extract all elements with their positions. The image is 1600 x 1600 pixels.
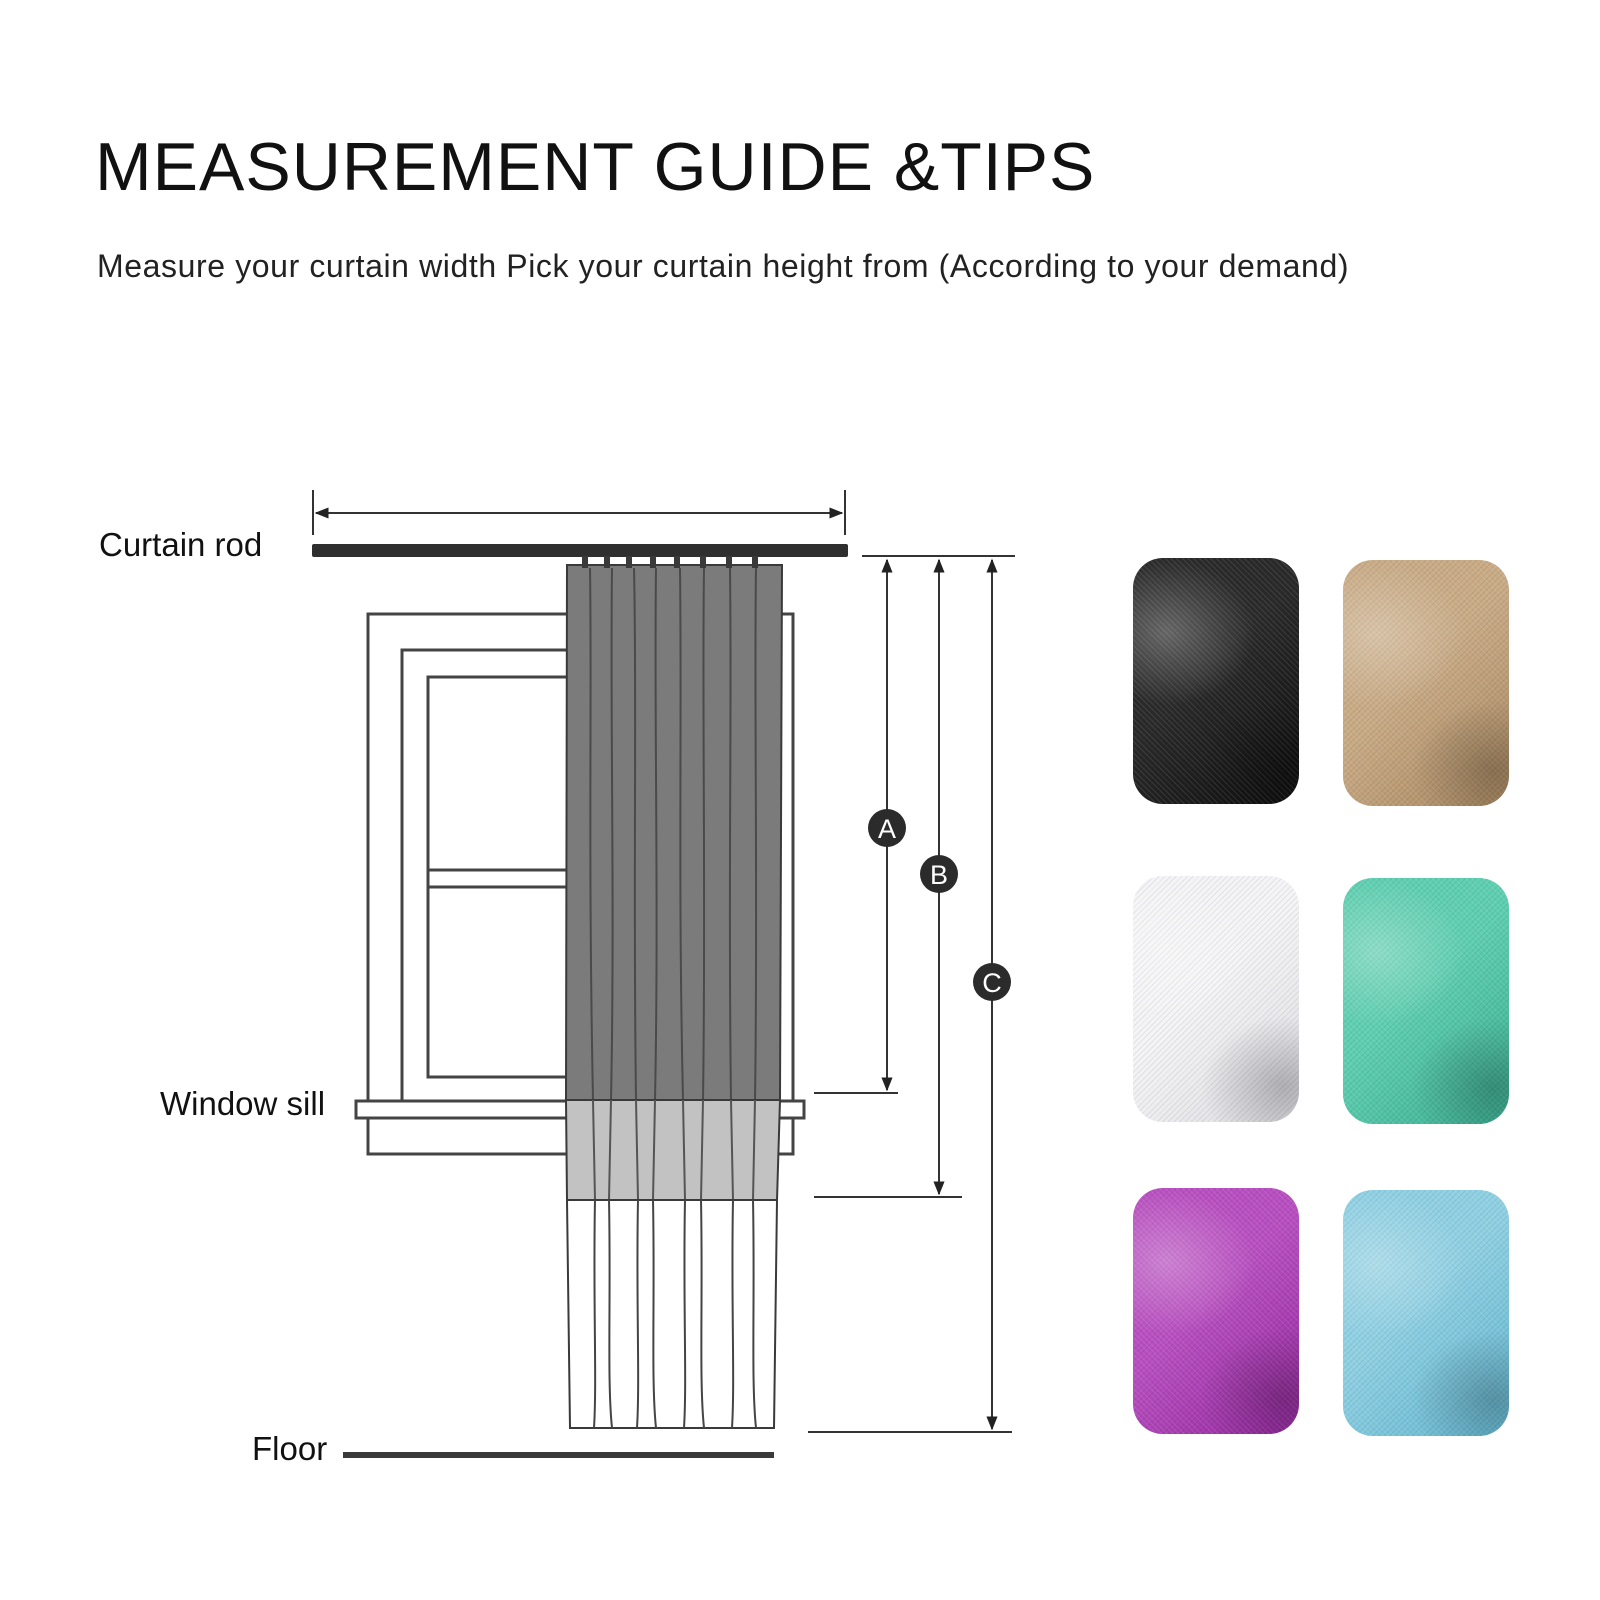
- marker-c: [973, 963, 1011, 1001]
- marker-a-label: A: [877, 814, 897, 844]
- swatch-white: [1133, 876, 1299, 1122]
- marker-b-label: B: [929, 860, 949, 890]
- width-dimension: [313, 490, 845, 535]
- curtain-panel: [566, 556, 782, 1428]
- floor-line: [343, 1452, 774, 1458]
- swatch-magenta: [1133, 1188, 1299, 1434]
- floor-label: Floor: [252, 1430, 328, 1467]
- window-sill-label: Window sill: [160, 1085, 326, 1122]
- page-subtitle: Measure your curtain width Pick your curtain height from (According to your demand): [97, 248, 1350, 284]
- curtain-rod-label: Curtain rod: [99, 526, 263, 563]
- marker-c-label: C: [982, 968, 1002, 998]
- marker-a: [868, 809, 906, 847]
- marker-b: [920, 855, 958, 893]
- swatch-mint: [1343, 878, 1509, 1124]
- swatch-tan: [1343, 560, 1509, 806]
- swatch-sky-blue: [1343, 1190, 1509, 1436]
- swatch-black: [1133, 558, 1299, 804]
- page-title: MEASUREMENT GUIDE &TIPS: [95, 129, 1096, 205]
- curtain-rod: [312, 544, 848, 557]
